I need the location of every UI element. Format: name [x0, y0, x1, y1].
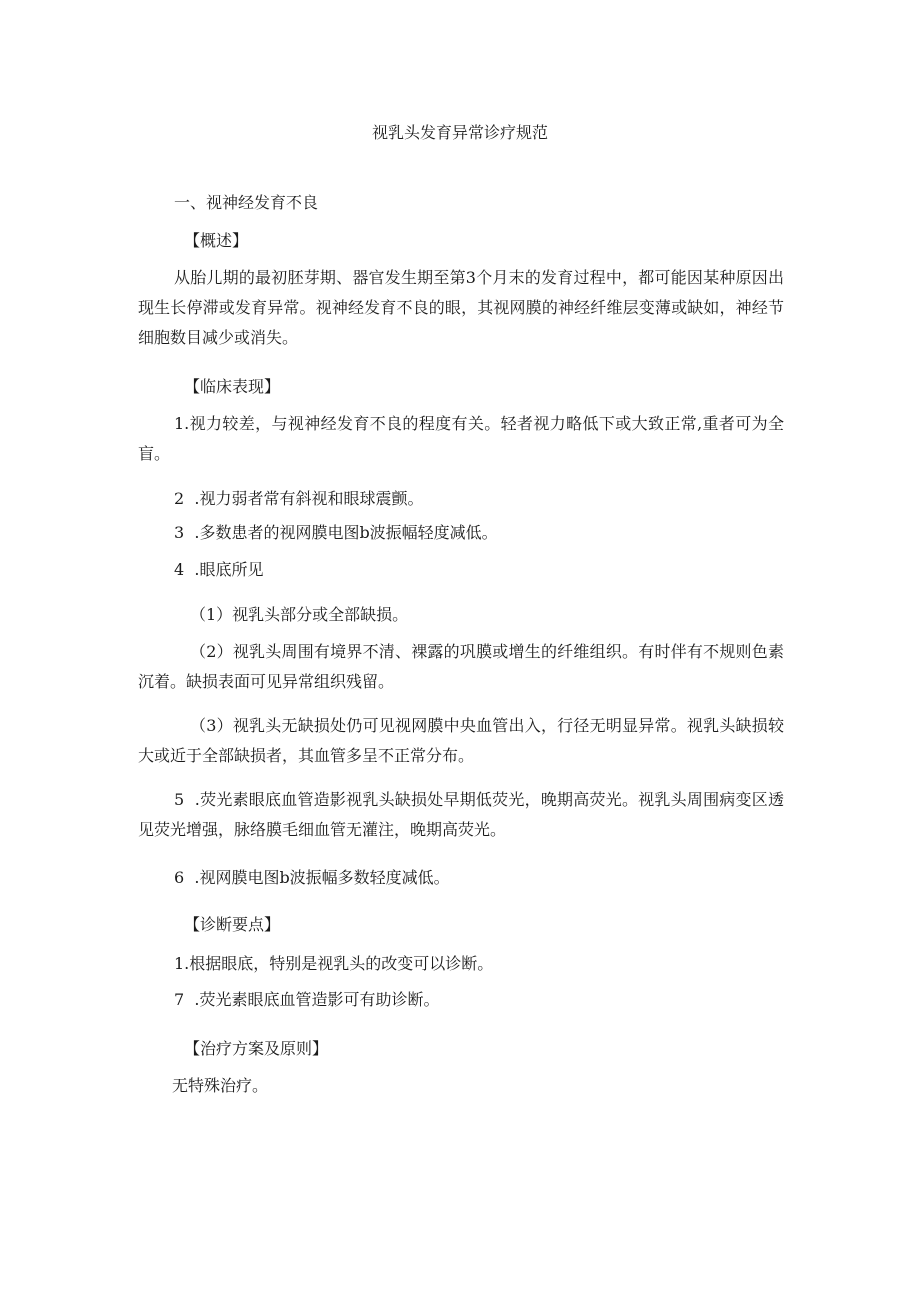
clinical-item-6: 6 .视网膜电图b波振幅多数轻度减低。 — [174, 868, 450, 887]
fundus-sub-3: （3）视乳头无缺损处仍可见视网膜中央血管出入，行径无明显异常。视乳头缺损较大或近于全部缺损者，其血管多呈不正常分布。 — [138, 716, 784, 765]
overview-heading: 【概述】 — [184, 231, 249, 250]
overview-paragraph: 从胎儿期的最初胚芽期、器官发生期至第3个月末的发育过程中，都可能因某种原因出现生长停滞或发育异常。视神经发育不良的眼，其视网膜的神经纤维层变薄或缺如，神经节细胞数目减少或消失。 — [138, 268, 784, 347]
fundus-sub-2: （2）视乳头周围有境界不清、裸露的巩膜或增生的纤维组织。有时伴有不规则色素沉着。缺损表面可见异常组织残留。 — [138, 642, 784, 691]
clinical-item-5: 5 .荧光素眼底血管造影视乳头缺损处早期低荧光，晚期高荧光。视乳头周围病变区透见荧光增强，脉络膜毛细血管无灌注，晚期高荧光。 — [138, 790, 784, 839]
clinical-item-3: 3 .多数患者的视网膜电图b波振幅轻度减低。 — [174, 523, 498, 542]
page-title: 视乳头发育异常诊疗规范 — [371, 123, 548, 142]
section-heading: 一、视神经发育不良 — [174, 193, 319, 212]
clinical-item-2: 2 .视力弱者常有斜视和眼球震颤。 — [174, 489, 424, 508]
clinical-heading: 【临床表现】 — [184, 377, 281, 396]
clinical-item-4: 4 .眼底所见 — [174, 560, 264, 579]
diagnosis-item-2: 7 .荧光素眼底血管造影可有助诊断。 — [174, 990, 440, 1009]
diagnosis-heading: 【诊断要点】 — [184, 915, 281, 934]
diagnosis-item-1: 1.根据眼底，特别是视乳头的改变可以诊断。 — [174, 954, 494, 973]
treatment-text: 无特殊治疗。 — [172, 1076, 269, 1095]
clinical-item-1: 1.视力较差，与视神经发育不良的程度有关。轻者视力略低下或大致正常,重者可为全盲。 — [138, 414, 784, 463]
treatment-heading: 【治疗方案及原则】 — [184, 1039, 329, 1058]
fundus-sub-1: （1）视乳头部分或全部缺损。 — [190, 605, 409, 624]
